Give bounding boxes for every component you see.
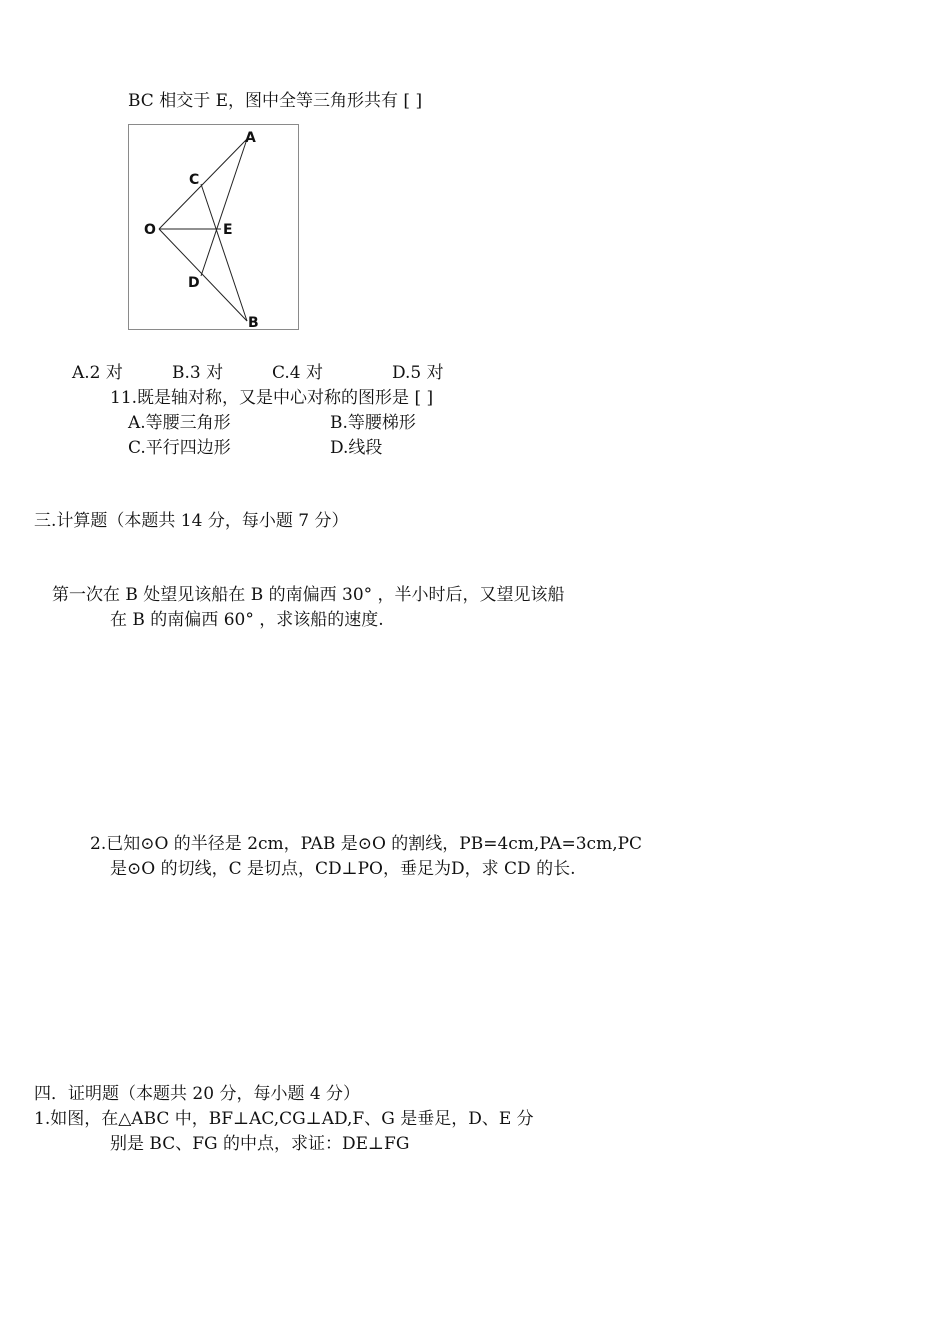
label-e: E — [223, 222, 233, 238]
section3-p2-line2: 是⊙O 的切线，C 是切点，CD⊥PO，垂足为D，求 CD 的长. — [110, 859, 576, 879]
label-c: C — [189, 172, 200, 188]
section3-heading: 三.计算题（本题共 14 分，每小题 7 分） — [34, 511, 349, 531]
q10-option-c: C.4 对 — [272, 363, 324, 383]
section4-p1-line1: 1.如图，在△ABC 中，BF⊥AC,CG⊥AD,F、G 是垂足，D、E 分 — [34, 1109, 534, 1129]
label-b: B — [248, 315, 259, 331]
label-d: D — [188, 275, 200, 291]
label-o: O — [144, 222, 156, 238]
q11-option-c: C.平行四边形 — [128, 438, 231, 458]
section4-p1-line2: 别是 BC、FG 的中点，求证：DE⊥FG — [110, 1134, 410, 1154]
q11-option-d: D.线段 — [330, 438, 383, 458]
q10-option-d: D.5 对 — [392, 363, 444, 383]
section3-p1-line2: 在 B 的南偏西 60° ，求该船的速度. — [110, 610, 384, 630]
q10-option-a: A.2 对 — [72, 363, 123, 383]
q10-stem-tail: BC 相交于 E，图中全等三角形共有 [ ] — [128, 91, 423, 111]
segment-ad — [201, 139, 247, 276]
section4-heading: 四．证明题（本题共 20 分，每小题 4 分） — [34, 1084, 361, 1104]
label-a: A — [245, 130, 256, 146]
q11-option-a: A.等腰三角形 — [128, 413, 231, 433]
section3-p2-line1: 2.已知⊙O 的半径是 2cm，PAB 是⊙O 的割线，PB=4cm,PA=3cm,PC — [90, 834, 643, 854]
segment-bc — [201, 184, 247, 321]
q11-option-b: B.等腰梯形 — [330, 413, 416, 433]
section3-p1-line1: 第一次在 B 处望见该船在 B 的南偏西 30° ，半小时后，又望见该船 — [52, 585, 565, 605]
segment-oa — [159, 139, 247, 229]
q11-stem: 11.既是轴对称，又是中心对称的图形是 [ ] — [110, 388, 434, 408]
segment-ob — [159, 229, 247, 321]
geometry-figure-svg — [129, 125, 300, 331]
geometry-figure — [128, 124, 299, 330]
q10-option-b: B.3 对 — [172, 363, 224, 383]
